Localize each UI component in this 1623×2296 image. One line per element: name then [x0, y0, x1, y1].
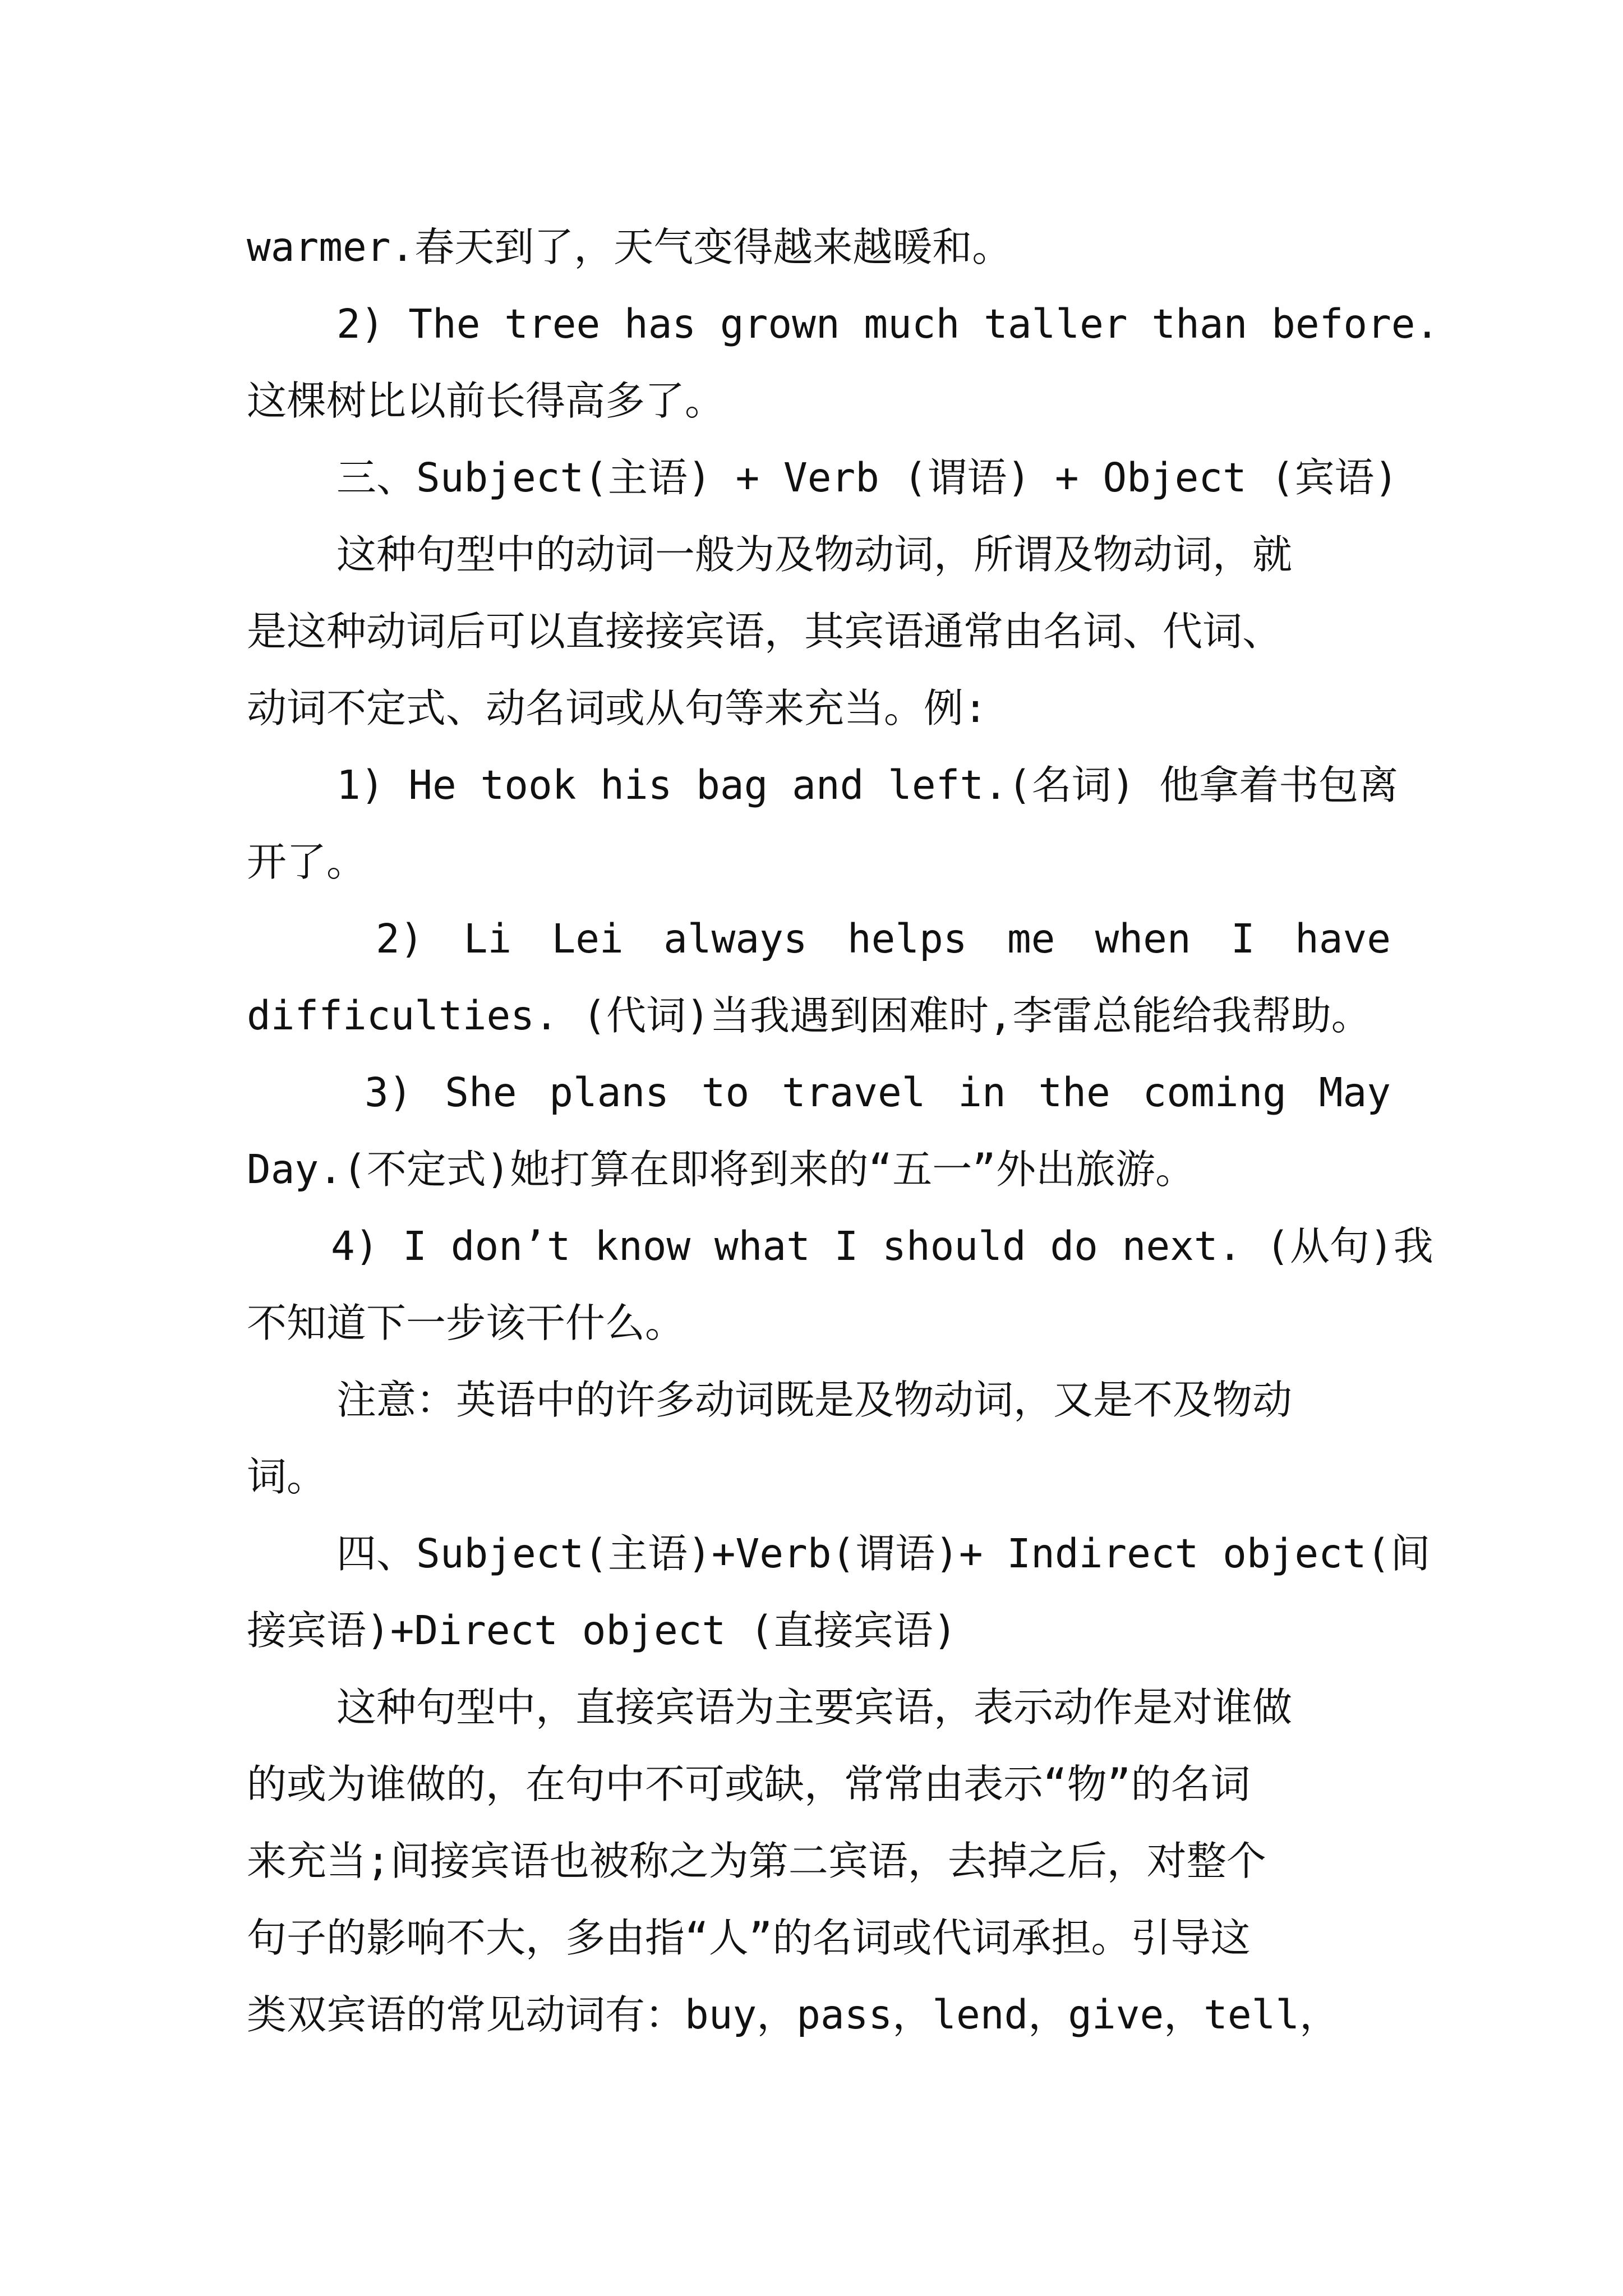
word: coming	[1142, 1069, 1287, 1116]
paragraph-line: 不知道下一步该干什么。	[247, 1300, 685, 1346]
paragraph-line: 的或为谁做的，在句中不可或缺，常常由表示“物”的名词	[247, 1761, 1251, 1807]
example-sentence	[247, 1054, 1391, 1131]
word: May	[1318, 1069, 1391, 1116]
paragraph-line: 这棵树比以前长得高多了。	[247, 378, 725, 424]
paragraph-line: difficulties. (代词)当我遇到困难时,李雷总能给我帮助。	[247, 992, 1371, 1039]
word: 3)	[365, 1069, 413, 1116]
paragraph-line: 句子的影响不大，多由指“人”的名词或代词承担。引导这	[247, 1915, 1251, 1961]
paragraph-line: 词。	[247, 1453, 327, 1500]
paragraph-line: 这种句型中，直接宾语为主要宾语，表示动作是对谁做	[336, 1684, 1293, 1731]
section-heading: 四、Subject(主语)+Verb(谓语)+ Indirect object(间	[336, 1530, 1431, 1577]
word: in	[958, 1069, 1006, 1116]
word: have	[1294, 915, 1391, 962]
document-page	[247, 209, 1440, 2053]
word: plans	[549, 1069, 669, 1116]
word: to	[701, 1069, 750, 1116]
word: She	[445, 1069, 517, 1116]
word: I	[1230, 915, 1255, 962]
word: always	[663, 915, 808, 962]
example-sentence: 2) The tree has grown much taller than before.	[336, 301, 1440, 347]
example-sentence	[247, 900, 1391, 977]
paragraph-line: 是这种动词后可以直接接宾语，其宾语通常由名词、代词、	[247, 608, 1283, 655]
paragraph-line: 动词不定式、动名词或从句等来充当。例:	[247, 685, 988, 731]
word: Lei	[551, 915, 624, 962]
example-sentence: 4) I don’t know what I should do next. (从句)我	[331, 1223, 1433, 1269]
word: Li	[463, 915, 512, 962]
paragraph-line: 类双宾语的常见动词有：buy，pass，lend，give，tell，	[247, 1991, 1340, 2038]
word: when	[1095, 915, 1191, 962]
example-sentence: 1) He took his bag and left.(名词) 他拿着书包离	[336, 762, 1399, 808]
paragraph-line: 开了。	[247, 839, 367, 885]
paragraph-line: 来充当;间接宾语也被称之为第二宾语，去掉之后，对整个	[247, 1838, 1266, 1884]
word: me	[1007, 915, 1055, 962]
paragraph-line: 这种句型中的动词一般为及物动词，所谓及物动词，就	[336, 531, 1293, 578]
paragraph-line: warmer.春天到了，天气变得越来越暖和。	[247, 224, 1012, 270]
note-line: 注意：英语中的许多动词既是及物动词，又是不及物动	[336, 1377, 1293, 1423]
word: 2)	[376, 915, 424, 962]
section-heading: 三、Subject(主语) + Verb (谓语) + Object (宾语)	[336, 454, 1399, 501]
word: travel	[781, 1069, 926, 1116]
word: helps	[847, 915, 967, 962]
paragraph-line: 接宾语)+Direct object (直接宾语)	[247, 1607, 957, 1654]
word: the	[1038, 1069, 1110, 1116]
paragraph-line: Day.(不定式)她打算在即将到来的“五一”外出旅游。	[247, 1146, 1195, 1193]
